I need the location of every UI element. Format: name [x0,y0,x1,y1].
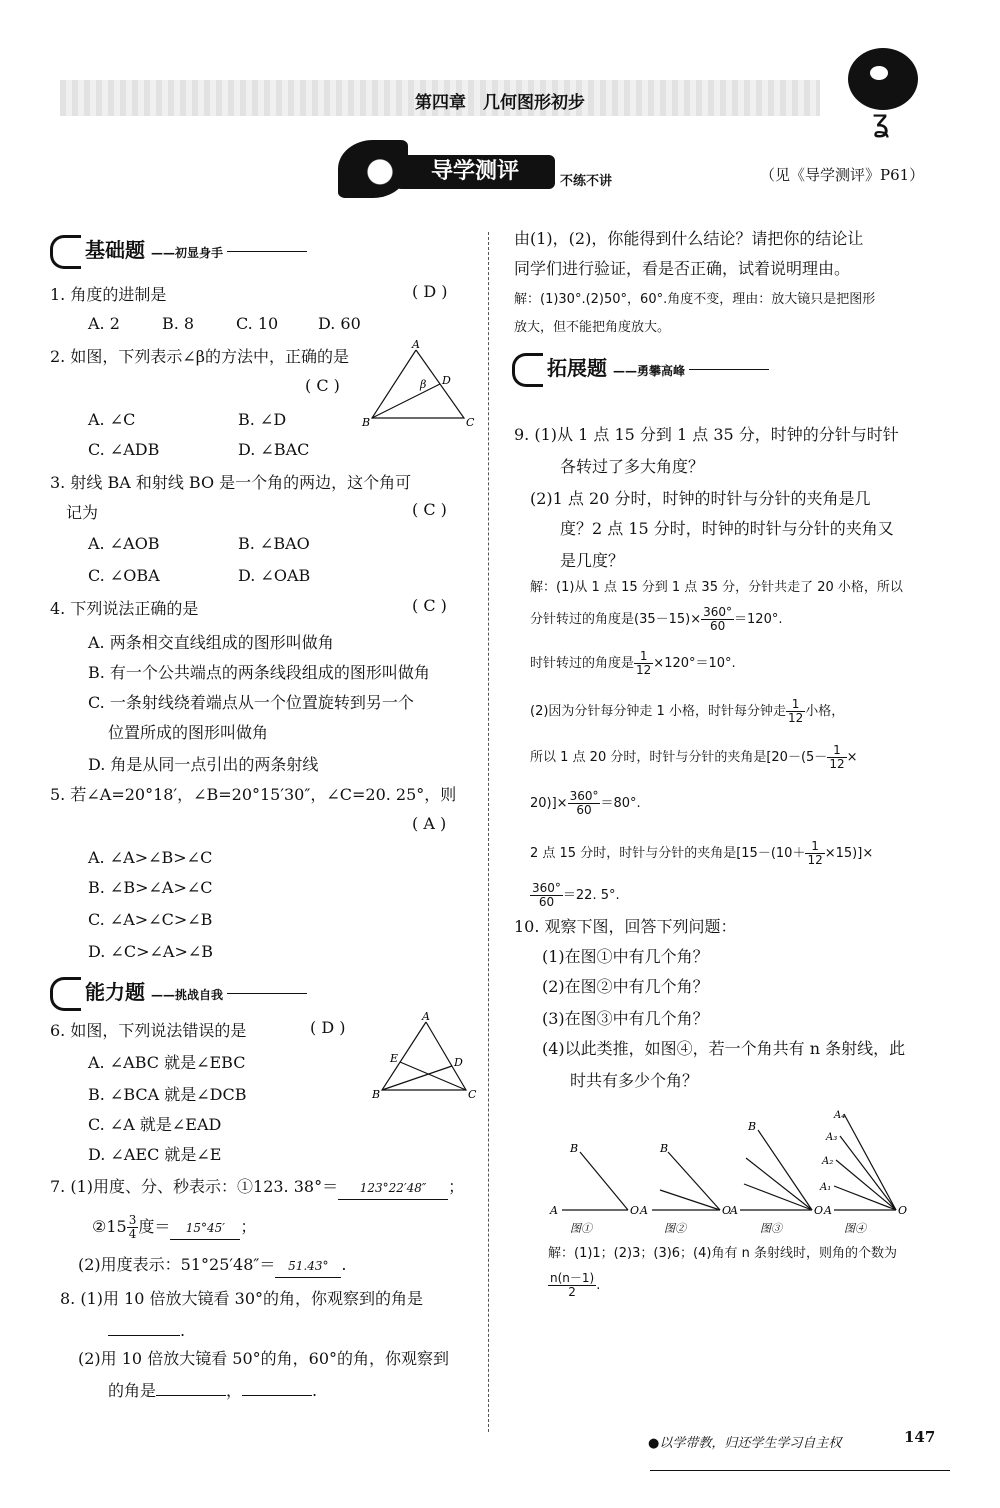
section-underline [689,369,769,370]
banner-title: 导学测评 [395,155,555,189]
q1-option-d: D. 60 [318,314,361,333]
q7-answer1: 123°22′48″ [338,1177,448,1200]
q8-line2: (2)用 10 倍放大镜看 50°的角，60°的角，你观察到 [78,1349,450,1368]
fig3-label-a: A [730,1204,738,1217]
q9-frac-360-60: $\frac{360^\circ}{60}$ [569,789,599,817]
fig4-label-a: A [824,1204,832,1217]
q2-triangle-figure [360,338,480,430]
q2-stem: 2. 如图，下列表示∠β的方法中，正确的是 [50,347,350,366]
q8-solution-line2: 放大，但不能把角度放大。 [514,320,671,335]
q5-option-a: A. ∠A>∠B>∠C [88,848,213,867]
q6-option-b: B. ∠BCA 就是∠DCB [88,1085,247,1104]
q2-label-d: D [442,374,451,387]
q9-frac-360-60: $\frac{360^\circ}{60}$ [703,605,733,633]
q7-semicolon: ； [240,1217,257,1236]
q8-part3-text: 的角是 [108,1381,157,1400]
fig1-label-o: O [630,1204,640,1217]
q5-option-c: C. ∠A>∠C>∠B [88,910,213,929]
q10-stem: 10. 观察下图，回答下列问题： [514,917,737,936]
banner-subtitle: 不练不讲 [560,174,613,189]
q4-option-d: D. 角是从同一点引出的两条射线 [88,755,319,774]
chapter-title: 第四章 几何图形初步 [415,93,585,113]
q6-triangle-figure [368,1010,480,1102]
q2-segment-bd [372,384,440,418]
q1-option-c: C. 10 [236,314,279,333]
section-title: 基础题 [85,238,145,262]
q7-part2-text: ②15 [92,1217,127,1236]
fig2-label-a: A [640,1204,648,1217]
reference-note: （见《导学测评》P61） [760,166,925,184]
q1-stem: 1. 角度的进制是 [50,285,167,304]
q6-label-e: E [390,1052,399,1065]
fig3-label-b: B [748,1120,757,1133]
q10-solution-line1: 解：(1)1；(2)3；(3)6；(4)角有 n 条射线时，则角的个数为 [548,1246,897,1261]
q3-stem-line1: 3. 射线 BA 和射线 BO 是一个角的两边，这个角可 [50,473,412,492]
q6-label-d: D [454,1056,463,1069]
q9-frac-1-12: $\frac{1}{12}$ [807,839,823,867]
q7-dot: . [341,1255,347,1274]
q9-sol-line7: 2 点 15 分时，时针与分针的夹角是[15－(10＋ $\frac{1}{12}$ ×15)]× [530,839,874,867]
section-tag: ——勇攀高峰 [613,364,686,378]
q10-sub2: (2)在图②中有几个角？ [542,977,709,996]
q2-answer: ( C ) [305,376,340,395]
q10-rays-figure [540,1110,920,1240]
q9-sol-line2: 分针转过的角度是(35－15)× $\frac{360^\circ}{60}$ ＝120°. [530,605,783,633]
fig4-label-o: O [898,1204,908,1217]
section-title: 能力题 [85,980,145,1004]
q7-answer2: 15°45′ [170,1217,240,1240]
q5-option-b: B. ∠B>∠A>∠C [88,878,213,897]
q9-line3: (2)1 点 20 分时，时钟的时针与分针的夹角是几 [530,489,871,508]
q8-line3: 的角是 ， . [108,1381,318,1400]
q1-option-b: B. 8 [162,314,195,333]
fig4-label-a4: A₄ [834,1110,846,1121]
q4-option-c: C. 一条射线绕着端点从一个位置旋转到另一个 [88,693,414,712]
q7-part1-text: 7. (1)用度、分、秒表示：①123. 38°＝ [50,1177,339,1196]
section-title: 拓展题 [547,356,607,380]
q4-option-c-cont: 位置所成的图形叫做角 [108,723,269,742]
section-bracket-icon [50,977,81,1011]
fig4-ray-a2 [836,1160,896,1210]
fig2-label-o: O [722,1204,732,1217]
q9-sol-line8: $\frac{360^\circ}{60}$ ＝22. 5°. [532,881,620,909]
q7-answer3: 51.43° [275,1255,341,1278]
section-extend [512,352,769,387]
fig1-caption: 图① [570,1222,592,1235]
fig2-caption: 图② [664,1222,686,1235]
q9-sol-line4: (2)因为分针每分钟走 1 小格，时针每分钟走 $\frac{1}{12}$ 小格， [530,697,845,725]
q9-frac-1-12: $\frac{1}{12}$ [829,743,845,771]
fig3-label-o: O [814,1204,824,1217]
section-tag: ——初显身手 [151,246,224,260]
q8-blank1-line: . [108,1320,185,1342]
q2-label-a: A [412,338,420,351]
q10-frac-formula: $\frac{n(n-1)}{2}$ [550,1271,595,1299]
fig1-ray-ob [580,1152,628,1210]
section-bracket-icon [50,235,81,269]
fig1-label-a: A [550,1204,558,1217]
q2-option-b: B. ∠D [238,410,287,429]
mascot-tail-icon: ʓ [872,104,890,139]
q6-option-a: A. ∠ABC 就是∠EBC [88,1053,246,1072]
q9-frac-360-60: $\frac{360^\circ}{60}$ [532,881,561,909]
q9-frac-1-12: $\frac{1}{12}$ [787,697,804,725]
q8-blank1 [108,1335,180,1336]
q10-sub1: (1)在图①中有几个角？ [542,947,709,966]
q8-line1: 8. (1)用 10 倍放大镜看 30°的角，你观察到的角是 [60,1289,423,1308]
q7-semicolon: ； [448,1177,465,1196]
q3-stem-line2: 记为 [66,503,99,522]
section-basic [50,234,307,269]
q5-stem: 5. 若∠A=20°18′，∠B=20°15′30″，∠C=20. 25°，则 [50,785,457,804]
q3-option-c: C. ∠OBA [88,566,160,585]
column-divider [488,232,489,1432]
q7-fraction: $\frac{3}{4}$ [128,1213,137,1241]
q6-label-c: C [468,1088,477,1101]
q6-label-a: A [422,1010,430,1023]
q9-line1: 9. (1)从 1 点 15 分到 1 点 35 分，时钟的分针与时针 [514,425,899,444]
q8-blank3 [242,1395,312,1396]
q4-option-b: B. 有一个公共端点的两条线段组成的图形叫做角 [88,663,430,682]
q10-sub4-cont: 时共有多少个角？ [570,1071,699,1090]
q1-option-a: A. 2 [88,314,120,333]
q10-sub4: (4)以此类推，如图④，若一个角共有 n 条射线，此 [542,1039,906,1058]
fig3-ray-ob [758,1130,812,1210]
fig4-label-a3: A₃ [826,1132,838,1143]
q10-sub3: (3)在图③中有几个角？ [542,1009,709,1028]
q4-option-a: A. 两条相交直线组成的图形叫做角 [88,633,334,652]
mascot-eye-icon [870,66,888,80]
section-ability [50,976,307,1011]
q4-stem: 4. 下列说法正确的是 [50,599,199,618]
q6-stem: 6. 如图，下列说法错误的是 [50,1021,247,1040]
q8-cont-line1: 由(1)，(2)，你能得到什么结论？请把你的结论让 [514,229,864,248]
q9-line2: 各转过了多大角度？ [560,457,705,476]
q7-part3-text: (2)用度表示：51°25′48″＝ [78,1255,276,1274]
q8-blank2 [156,1395,226,1396]
fig3-ray-2 [746,1158,812,1210]
q9-sol-line6: 20)]× $\frac{360^\circ}{60}$ ＝80°. [530,789,641,817]
q2-label-c: C [466,416,475,429]
q10-solution-line2: $\frac{n(n-1)}{2}$ . [550,1271,601,1299]
page-number: 147 [904,1428,936,1446]
section-underline [227,251,307,252]
q3-answer: ( C ) [412,500,447,519]
q2-option-d: D. ∠BAC [238,440,310,459]
q9-line4: 度？2 点 15 分时，时钟的时针与分针的夹角又 [560,519,894,538]
q6-answer: ( D ) [310,1018,346,1037]
footer-rule [650,1470,950,1471]
fig2-label-b: B [660,1142,669,1155]
q8-cont-line2: 同学们进行验证，看是否正确，试着说明理由。 [514,259,851,278]
fig3-caption: 图③ [760,1222,782,1235]
footer-motto: ●以学带教，归还学生学习自主权 [648,1436,842,1451]
q2-label-beta: β [420,378,427,391]
q3-option-a: A. ∠AOB [88,534,160,553]
fig4-caption: 图④ [844,1222,866,1235]
q9-line5: 是几度？ [560,551,625,570]
q2-label-b: B [362,416,371,429]
q2-option-a: A. ∠C [88,410,136,429]
q9-sol-line5: 所以 1 点 20 分时，时针与分针的夹角是[20－(5－ $\frac{1}{12}$ × [530,743,858,771]
fig4-label-a2: A₂ [822,1156,834,1167]
section-underline [227,993,307,994]
q6-label-b: B [372,1088,381,1101]
q8-solution-line1: 解：(1)30°.(2)50°，60°.角度不变，理由：放大镜只是把图形 [514,292,876,307]
fig1-label-b: B [570,1142,579,1155]
q2-option-c: C. ∠ADB [88,440,160,459]
q3-option-b: B. ∠BAO [238,534,310,553]
fig4-label-a1: A₁ [820,1182,832,1193]
q9-sol-line3: 时针转过的角度是 $\frac{1}{12}$ ×120°＝10°. [530,649,736,677]
q5-answer: ( A ) [412,814,447,833]
fig3-ray-3 [744,1184,812,1210]
q6-option-d: D. ∠AEC 就是∠E [88,1145,222,1164]
q9-frac-1-12: $\frac{1}{12}$ [636,649,652,677]
q9-sol-line1: 解：(1)从 1 点 15 分到 1 点 35 分，分针共走了 20 小格，所以 [530,580,903,595]
q7-line2 [92,1214,256,1241]
q7-part2b-text: 度＝ [138,1217,171,1236]
q5-option-d: D. ∠C>∠A>∠B [88,942,214,961]
q7-line3 [78,1254,346,1278]
fig4-ray-a4 [844,1114,896,1210]
q3-option-d: D. ∠OAB [238,566,311,585]
section-tag: ——挑战自我 [151,988,224,1002]
q4-answer: ( C ) [412,596,447,615]
q1-answer: ( D ) [412,282,448,301]
section-bracket-icon [512,353,543,387]
q7-line1 [50,1176,464,1200]
q6-option-c: C. ∠A 就是∠EAD [88,1115,222,1134]
